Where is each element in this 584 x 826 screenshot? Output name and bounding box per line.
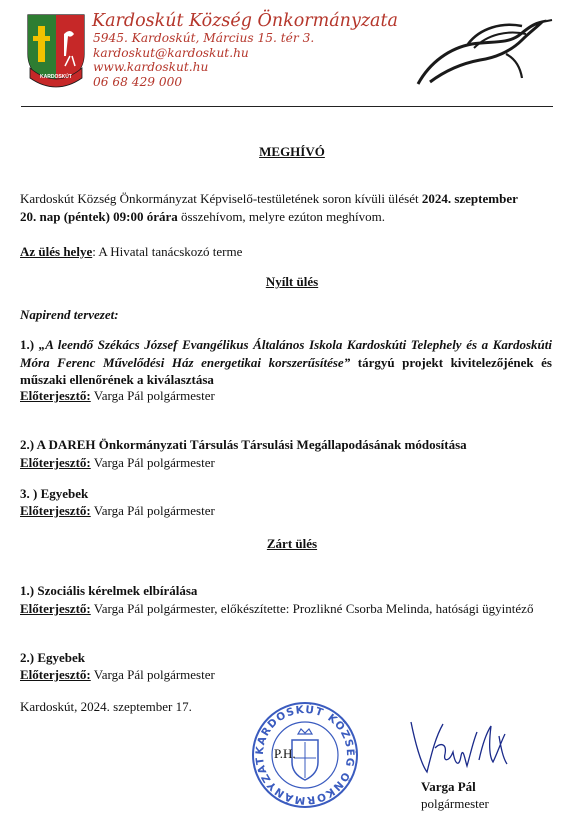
rapporteur-label: Előterjesztő: <box>20 455 91 470</box>
item-title: Egyebek <box>37 650 86 665</box>
item-number: 3. ) <box>20 486 41 501</box>
closed-session-heading: Zárt ülés <box>266 536 318 551</box>
item-number: 1.) <box>20 583 38 598</box>
place-date: Kardoskút, 2024. szeptember 17. <box>20 699 192 714</box>
item-title-rest: tárgyú projekt kivitelezőjének és műszaki ellenőrének a kiválasztása <box>20 354 552 387</box>
ph-label: P.H. <box>274 746 296 761</box>
crest-banner: KARDOSKÚT <box>40 74 72 80</box>
venue-value: : A Hivatal tanácskozó terme <box>92 244 243 259</box>
agenda-label: Napirend tervezet: <box>20 307 119 322</box>
open-item-2-rapporteur <box>20 454 215 472</box>
intro-line-2 <box>20 208 385 226</box>
item-title: Szociális kérelmek elbírálása <box>37 583 198 598</box>
intro-date-part2: 20. nap (péntek) 09:00 órára <box>20 209 178 224</box>
signer-title: polgármester <box>421 796 489 811</box>
rapporteur-name: Varga Pál polgármester, előkészítette: Prozlikné Csorba Melinda, hatósági ügyintéző <box>90 601 534 616</box>
rapporteur-name: Varga Pál polgármester <box>90 667 215 682</box>
org-email[interactable]: kardoskut@kardoskut.hu <box>93 45 249 60</box>
org-name: Kardoskút Község Önkormányzata <box>92 11 398 31</box>
item-number: 2.) <box>20 437 37 452</box>
closed-item-2-rapporteur <box>20 666 215 684</box>
stamp-text: KARDOSKÚT KÖZSÉG ÖNKORMÁNYZAT <box>253 703 357 807</box>
rapporteur-label: Előterjesztő: <box>20 601 91 616</box>
intro-text-end: összehívom, melyre ezúton meghívom. <box>177 209 386 224</box>
org-website[interactable]: www.kardoskut.hu <box>93 60 209 75</box>
closed-item-2 <box>20 649 85 667</box>
intro-text: Kardoskút Község Önkormányzat Képviselő-testületének soron kívüli ülését <box>20 191 422 206</box>
item-number: 2.) <box>20 650 38 665</box>
org-address: 5945. Kardoskút, Március 15. tér 3. <box>93 31 315 45</box>
heron-logo <box>410 18 555 91</box>
venue-line <box>20 243 242 261</box>
intro-line-1 <box>20 190 518 208</box>
item-title: A DAREH Önkormányzati Társulás Társulási Megállapodásának módosítása <box>36 437 467 452</box>
closed-item-1 <box>20 582 197 600</box>
item-quote: „A leendő Székács József Evangélikus Általános Iskola Kardoskúti Telephely és a Kardoskúti Móra Ferenc Művelődési Ház energetikai korszerűsítése” <box>20 337 552 370</box>
signature <box>405 712 515 787</box>
open-item-1-rapporteur <box>20 387 215 405</box>
closed-item-1-rapporteur <box>20 600 552 618</box>
rapporteur-name: Varga Pál polgármester <box>90 455 215 470</box>
rapporteur-label: Előterjesztő: <box>20 388 91 403</box>
open-item-1 <box>20 336 552 389</box>
rapporteur-name: Varga Pál polgármester <box>90 388 215 403</box>
open-item-3-rapporteur <box>20 502 215 520</box>
crest <box>24 12 88 90</box>
open-item-3 <box>20 485 88 503</box>
official-stamp <box>250 700 360 810</box>
signer-name: Varga Pál <box>421 779 476 794</box>
page-title: MEGHÍVÓ <box>259 144 325 159</box>
org-phone: 06 68 429 000 <box>93 74 183 89</box>
open-session-heading: Nyílt ülés <box>265 274 319 289</box>
item-title: Egyebek <box>40 486 89 501</box>
rapporteur-label: Előterjesztő: <box>20 503 91 518</box>
intro-date-part1: 2024. szeptember <box>421 191 518 206</box>
venue-label: Az ülés helye <box>20 244 93 259</box>
rapporteur-label: Előterjesztő: <box>20 667 91 682</box>
item-number: 1.) <box>20 337 39 352</box>
rapporteur-name: Varga Pál polgármester <box>90 503 215 518</box>
header-divider <box>21 106 553 107</box>
open-item-2 <box>20 436 467 454</box>
